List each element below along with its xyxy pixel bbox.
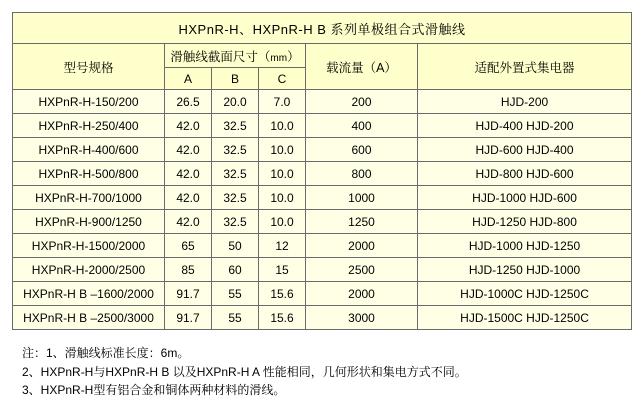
cell-collector: HJD-800 HJD-600: [418, 162, 632, 186]
cell-b: 50: [212, 234, 259, 258]
table-row: [13, 306, 632, 330]
table-row: [13, 186, 632, 210]
cell-model: HXPnR-H B –2500/3000: [13, 306, 165, 330]
table-row: [13, 234, 632, 258]
cell-a: 91.7: [165, 282, 212, 306]
header-col-b: B: [212, 68, 259, 90]
cell-a: 26.5: [165, 90, 212, 114]
notes-block: [12, 344, 631, 400]
cell-a: 42.0: [165, 210, 212, 234]
table-row: [13, 162, 632, 186]
cell-current: 2500: [306, 258, 418, 282]
table-row: [13, 138, 632, 162]
table-row: [13, 114, 632, 138]
cell-c: 7.0: [259, 90, 306, 114]
table-row: [13, 282, 632, 306]
spec-table: [12, 12, 632, 330]
cell-current: 2000: [306, 234, 418, 258]
table-header-row-1: [13, 44, 632, 68]
cell-collector: HJD-1250 HJD-800: [418, 210, 632, 234]
cell-a: 65: [165, 234, 212, 258]
cell-model: HXPnR-H-250/400: [13, 114, 165, 138]
header-model: 型号规格: [13, 44, 165, 90]
cell-current: 1000: [306, 186, 418, 210]
cell-c: 10.0: [259, 210, 306, 234]
header-section-size-tail: ）: [287, 49, 300, 64]
table-title-row: [13, 13, 632, 44]
header-section-size-unit: mm: [270, 52, 288, 64]
header-section-size-text: 滑触线截面尺寸（: [170, 49, 271, 64]
cell-b: 60: [212, 258, 259, 282]
cell-c: 10.0: [259, 138, 306, 162]
note-line-3: 3、HXPnR-H型有铝合金和铜体两种材料的滑线。: [22, 383, 286, 398]
cell-current: 600: [306, 138, 418, 162]
table-row: [13, 90, 632, 114]
cell-b: 32.5: [212, 162, 259, 186]
cell-a: 42.0: [165, 114, 212, 138]
header-col-a: A: [165, 68, 212, 90]
cell-a: 85: [165, 258, 212, 282]
table-row: [13, 210, 632, 234]
cell-a: 42.0: [165, 186, 212, 210]
cell-current: 400: [306, 114, 418, 138]
cell-b: 32.5: [212, 210, 259, 234]
cell-a: 91.7: [165, 306, 212, 330]
cell-collector: HJD-1500C HJD-1250C: [418, 306, 632, 330]
header-section-size: [165, 44, 306, 68]
cell-collector: HJD-1000C HJD-1250C: [418, 282, 632, 306]
cell-c: 15.6: [259, 282, 306, 306]
cell-c: 15.6: [259, 306, 306, 330]
cell-current: 200: [306, 90, 418, 114]
header-col-c: C: [259, 68, 306, 90]
cell-collector: HJD-1000 HJD-1250: [418, 234, 632, 258]
cell-current: 1250: [306, 210, 418, 234]
cell-model: HXPnR-H-700/1000: [13, 186, 165, 210]
cell-b: 55: [212, 306, 259, 330]
cell-current: 2000: [306, 282, 418, 306]
note-line-2: 2、HXPnR-H与HXPnR-H B 以及HXPnR-H A 性能相同，几何形状和集电方式不同。: [22, 364, 467, 379]
cell-collector: HJD-1250 HJD-1000: [418, 258, 632, 282]
cell-c: 10.0: [259, 186, 306, 210]
table-row: [13, 258, 632, 282]
cell-collector: HJD-200: [418, 90, 632, 114]
cell-current: 800: [306, 162, 418, 186]
header-current: 载流量（A）: [306, 44, 418, 90]
cell-collector: HJD-600 HJD-400: [418, 138, 632, 162]
cell-collector: HJD-1000 HJD-600: [418, 186, 632, 210]
cell-c: 10.0: [259, 162, 306, 186]
cell-b: 32.5: [212, 186, 259, 210]
cell-model: HXPnR-H-2000/2500: [13, 258, 165, 282]
cell-b: 32.5: [212, 138, 259, 162]
cell-model: HXPnR-H-500/800: [13, 162, 165, 186]
cell-current: 3000: [306, 306, 418, 330]
cell-a: 42.0: [165, 162, 212, 186]
cell-c: 10.0: [259, 114, 306, 138]
cell-b: 32.5: [212, 114, 259, 138]
cell-b: 20.0: [212, 90, 259, 114]
cell-model: HXPnR-H-1500/2000: [13, 234, 165, 258]
cell-collector: HJD-400 HJD-200: [418, 114, 632, 138]
page-title: HXPnR-H、HXPnR-H B 系列单极组合式滑触线: [13, 13, 632, 44]
header-collector: 适配外置式集电器: [418, 44, 632, 90]
cell-c: 12: [259, 234, 306, 258]
cell-model: HXPnR-H B –1600/2000: [13, 282, 165, 306]
cell-a: 42.0: [165, 138, 212, 162]
cell-c: 15: [259, 258, 306, 282]
note-line-1: 注：1、滑触线标准长度：6m。: [22, 346, 190, 360]
cell-b: 55: [212, 282, 259, 306]
cell-model: HXPnR-H-900/1250: [13, 210, 165, 234]
cell-model: HXPnR-H-400/600: [13, 138, 165, 162]
cell-model: HXPnR-H-150/200: [13, 90, 165, 114]
